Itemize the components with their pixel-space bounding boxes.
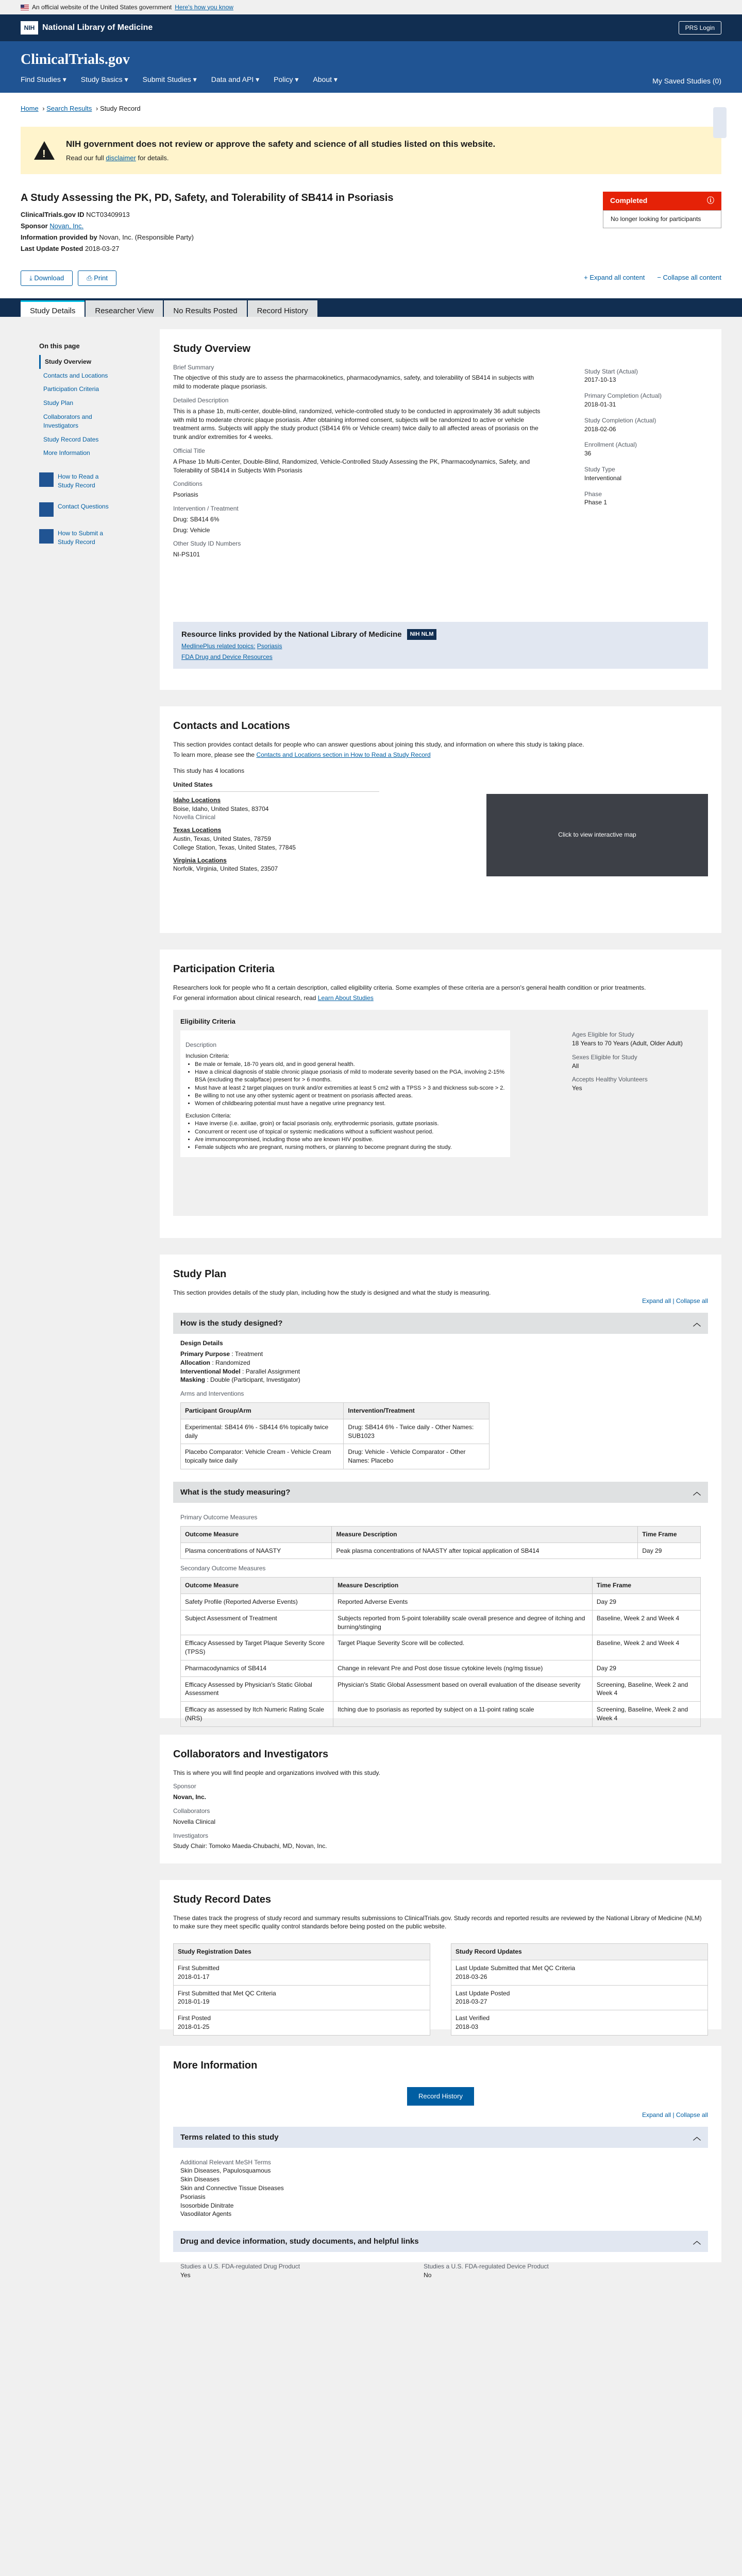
sidebar-item-dates[interactable]: Study Record Dates — [43, 435, 99, 443]
site-header — [0, 41, 742, 93]
inclusion-item: • Be male or female, 18-70 years old, and in good general health. — [195, 1061, 505, 1069]
question-icon — [39, 502, 54, 517]
overview-title: Study Overview — [173, 343, 251, 354]
mesh-term: Vasodilator Agents — [180, 2210, 232, 2218]
brief-summary: The objective of this study are to assess the pharmacokinetics, pharmacodynamics, safety, and tolerability of SB414 in subjects with mild to moderate plaque psoriasis. — [173, 374, 534, 391]
study-title: A Study Assessing the PK, PD, Safety, and Tolerability of SB414 in Psoriasis — [21, 192, 394, 204]
inclusion-item: • Must have at least 2 target plaques on trunk and/or extremities at least 5 cm2 with a TPSS > 3 and thickness sub-score > 2. — [195, 1084, 505, 1092]
tab-bar — [0, 298, 742, 317]
table-row: First Submitted that Met QC Criteria 2018-01-19 — [174, 1985, 430, 2010]
help-submit[interactable]: How to Submit a Study Record — [39, 529, 111, 547]
help-contact[interactable]: Contact Questions — [39, 502, 111, 517]
sidebar-item-criteria[interactable]: Participation Criteria — [43, 385, 99, 393]
nav-study-basics[interactable]: Study Basics ▾ — [81, 75, 128, 85]
breadcrumb: Home › Search Results › Study Record — [21, 105, 141, 112]
dates-title: Study Record Dates — [173, 1893, 272, 1905]
collaborators-section: Collaborators and Investigators This is where you will find people and organizations involved with this study. Sponsor Novan, Inc. Collaborators Novella Clinical Investigators Study Chair: Tomoko Maeda-Chubachi, MD, Novan, Inc. — [160, 1735, 721, 1863]
disclaimer-link[interactable]: disclaimer — [106, 154, 136, 162]
mesh-term: Isosorbide Dinitrate — [180, 2201, 234, 2209]
collaborator: Novella Clinical — [173, 1818, 216, 1825]
inclusion-item: • Women of childbearing potential must have a negative urine pregnancy test. — [195, 1100, 505, 1108]
drug-device-accordion[interactable]: Drug and device information, study documents, and helpful links ︿ — [173, 2231, 708, 2252]
table-row: Experimental: SB414 6% - SB414 6% topically twice daily Drug: SB414 6% - Twice daily - Other Names: SUB1023 — [181, 1419, 490, 1444]
secondary-outcomes-table: Outcome Measure Measure Description Time Frame Safety Profile (Reported Adverse Events) Reported Adverse Events Day 29 Subject Assessment of Treatment Subjects reported from 5-point tolerability scale overall presence and degree of itching and burning/stinging Baseline, Week 2 and Week 4 Efficacy Assessed by Target Plaque Severity Score (TPSS) Target Plaque Severity Score will be collected. Baseline, Week 2 and Week 4 Pharmacodynamics of SB414 Change in relevant Pre and Post dose tissue cytokine levels (ng/mg tissue) Day 29 Efficacy Assessed by Physician's Static Global Assessment Physician's Static Global Assessment based on overall evaluation of the disease severity Screening, Baseline, Week 2 and Week 4 Efficacy as assessed by Itch Numeric Rating Scale (NRS) Itching due to psoriasis as reported by subject on a 11-point rating scale Screening, Baseline, Week 2 and Week 4 — [180, 1577, 701, 1727]
sidebar-item-plan[interactable]: Study Plan — [43, 399, 74, 407]
download-button[interactable]: ⤓ Download — [21, 270, 73, 286]
study-overview-section: Study Overview Brief Summary The objective of this study are to assess the pharmacokinetics, pharmacodynamics, safety, and tolerability of SB414 in subjects with mild to moderate plaque psoriasis. Detailed Description This is a phase 1b, multi-center, double-blind, randomized, vehicle-controlled study to be conducted in approximately 36 adult subjects with mild to moderate chronic plaque psoriasis. After obtaining informed consent, subjects will be randomized to active or vehicle treatment arms. Subjects will apply the study product (SB414 6% or Vehicle cream) twice daily to all affected areas of psoriasis on the trunk and/or extremities for 4 weeks. Official Title A Phase 1b Multi-Center, Double-Blind, Randomized, Vehicle-Controlled Study Assessing the PK, Pharmacodynamics, Safety, and Tolerability of SB414 in Subjects With Psoriasis Conditions Psoriasis Intervention / Treatment Drug: SB414 6% Drug: Vehicle Other Study ID Numbers NI-PS101 Study Start (Actual) 2017-10-13 Primary Completion (Actual) 2018-01-31 Study Completion (Actual) 2018-02-06 Enrollment (Actual) 36 Study Type Interventional Phase Phase 1 Resource links provided by the National Library of Medicine NIH NLM MedlinePlus related topics: Psoriasis FDA Drug and Device Resources — [160, 329, 721, 690]
book-icon — [39, 472, 54, 487]
location-map[interactable]: Click to view interactive map — [486, 794, 708, 876]
info-icon[interactable]: ⓘ — [707, 196, 714, 205]
exclusion-item: • Are immunocompromised, including those who are known HIV positive. — [195, 1136, 505, 1144]
eligibility-box: Eligibility Criteria Description Inclusion Criteria: • Be male or female, 18-70 years old, and in good general health. • Have a clinical diagnosis of stable chronic plaque psoriasis of mild to moderate severity based on the PGA, involving 2-15% BSA (excluding the scalp/face) present for > 6 months. • Must have at least 2 target plaques on trunk and/or extremities at least 5 cm2 with a TPSS > 3 and thickness sub-score > 2. • Be willing to not use any other systemic agent or treatment on psoriasis affected areas. • Women of childbearing potential must have a negative urine pregnancy test. Exclusion Criteria: • Have inverse (i.e. axillae, groin) or facial psoriasis only, erythrodermic psoriasis, guttate psoriasis. • Concurrent or recent use of topical or systemic medications without a sufficient washout period. • Are immunocompromised, including those who are known HIV positive. • Female subjects who are pregnant, nursing mothers, or planning to become pregnant during the study. Ages Eligible for Study 18 Years to 70 Years (Adult, Older Adult) Sexes Eligible for Study All Accepts Healthy Volunteers Yes — [173, 1010, 708, 1216]
design-accordion[interactable]: How is the study designed? ︿ — [173, 1313, 708, 1334]
expand-all-button[interactable]: + Expand all content — [584, 274, 645, 282]
location-list: United States Idaho Locations Boise, Idaho, United States, 83704 Novella Clinical Texas Locations Austin, Texas, United States, 78759 College Station, Texas, United States, 77845 Virginia Locations Norfolk, Virginia, United States, 23507 — [173, 781, 379, 873]
location-item: Boise, Idaho, United States, 83704 — [173, 805, 269, 812]
nav-find-studies[interactable]: Find Studies ▾ — [21, 75, 66, 85]
chevron-up-icon: ︿ — [693, 1487, 701, 1497]
location-item: College Station, Texas, United States, 77845 — [173, 843, 296, 851]
table-row: Efficacy Assessed by Target Plaque Severity Score (TPSS) Target Plaque Severity Score will be collected. Baseline, Week 2 and Week 4 — [181, 1635, 701, 1660]
exclusion-item: • Concurrent or recent use of topical or systemic medications without a sufficient washout period. — [195, 1128, 505, 1136]
mesh-term: Skin Diseases — [180, 2176, 220, 2183]
measure-accordion[interactable]: What is the study measuring? ︿ — [173, 1482, 708, 1503]
sidebar-item-contacts[interactable]: Contacts and Locations — [43, 371, 108, 379]
healthy-volunteers: Yes — [572, 1084, 582, 1092]
table-row: Placebo Comparator: Vehicle Cream - Vehicle Cream topically twice daily Drug: Vehicle - Vehicle Comparator - Other Names: Placebo — [181, 1444, 490, 1469]
collab-title: Collaborators and Investigators — [173, 1748, 329, 1760]
action-bar — [21, 270, 721, 286]
table-row: Plasma concentrations of NAASTY Peak plasma concentrations of NAASTY after topical application of SB414 Day 29 — [181, 1543, 701, 1559]
nav-submit-studies[interactable]: Submit Studies ▾ — [143, 75, 197, 85]
nlm-brand[interactable] — [21, 21, 153, 35]
mesh-term: Skin and Connective Tissue Diseases — [180, 2184, 284, 2192]
table-row: Efficacy as assessed by Itch Numeric Rating Scale (NRS) Itching due to psoriasis as reported by subject on a 11-point rating scale Screening, Baseline, Week 2 and Week 4 — [181, 1702, 701, 1727]
breadcrumb-current: Study Record — [99, 105, 141, 112]
record-history-button[interactable]: Record History — [407, 2087, 474, 2106]
other-ids: NI-PS101 — [173, 551, 200, 558]
chevron-up-icon: ︿ — [693, 2237, 701, 2246]
sidebar-item-more[interactable]: More Information — [43, 449, 90, 457]
table-row: First Posted 2018-01-25 — [174, 2010, 430, 2036]
exclusion-item: • Female subjects who are pregnant, nursing mothers, or planning to become pregnant during the study. — [195, 1144, 505, 1151]
location-count: This study has 4 locations — [173, 767, 245, 775]
nlm-logo-icon: NIH NLM — [407, 629, 437, 640]
psoriasis-topic-link[interactable]: Psoriasis — [257, 642, 282, 650]
table-row: Last Update Submitted that Met QC Criteria 2018-03-26 — [451, 1960, 708, 1985]
mesh-term: Skin Diseases, Papulosquamous — [180, 2167, 271, 2175]
contacts-title: Contacts and Locations — [173, 720, 290, 732]
study-type: Interventional — [584, 474, 622, 482]
location-item: Austin, Texas, United States, 78759 — [173, 835, 271, 842]
study-plan-section: Study Plan This section provides details of the study plan, including how the study is designed and what the study is measuring. Expand all | Collapse all How is the study designed? ︿ Design Details Primary Purpose : Treatment Allocation : Randomized Interventional Model : Parallel Assignment Masking : Double (Participant, Investigator) Arms and Interventions Participant Group/Arm Intervention/Treatment Experimental: SB414 6% - SB414 6% topically twice daily Drug: SB414 6% - Twice daily - Other Names: SUB1023 Placebo Comparator: Vehicle Cream - Vehicle Cream topically twice daily Drug: Vehicle - Vehicle Comparator - Other Names: Placebo What is the study measuring? ︿ Primary Outcome Measures Outcome Measure Measure Description Time Frame Plasma concentrations of NAASTY Peak plasma concentrations of NAASTY after topical application of SB414 Day 29 Secondary Outcome Measures Outcome Measure Measure Description Time Frame Safety Profile (Reported Adverse Events) Reported Adverse Events Day 29 Subject Assessment of Treatment Subjects reported from 5-point tolerability scale overall presence and degree of itching and burning/stinging Baseline, Week 2 and Week 4 Efficacy Assessed by Target Plaque Severity Score (TPSS) Target Plaque Severity Score will be collected. Baseline, Week 2 and Week 4 Pharmacodynamics of SB414 Change in relevant Pre and Post dose tissue cytokine levels (ng/mg tissue) Day 29 Efficacy Assessed by Physician's Static Global Assessment Physician's Static Global Assessment based on overall evaluation of the disease severity Screening, Baseline, Week 2 and Week 4 Efficacy as assessed by Itch Numeric Rating Scale (NRS) Itching due to psoriasis as reported by subject on a 11-point rating scale Screening, Baseline, Week 2 and Week 4 — [160, 1255, 721, 1718]
nih-logo-icon: NIH — [21, 21, 38, 35]
nlm-name: National Library of Medicine — [42, 23, 153, 32]
ages-eligible: 18 Years to 70 Years (Adult, Older Adult) — [572, 1039, 683, 1047]
tab-record-history[interactable]: Record History — [248, 300, 317, 317]
criteria-section: Participation Criteria Researchers look for people who fit a certain description, called eligibility criteria. Some examples of these criteria are a person's general health condition or prior treatments. For general information about clinical research, read Learn About Studies Eligibility Criteria Description Inclusion Criteria: • Be male or female, 18-70 years old, and in good general health. • Have a clinical diagnosis of stable chronic plaque psoriasis of mild to moderate severity based on the PGA, involving 2-15% BSA (excluding the scalp/face) present for > 6 months. • Must have at least 2 target plaques on trunk and/or extremities at least 5 cm2 with a TPSS > 3 and thickness sub-score > 2. • Be willing to not use any other systemic agent or treatment on psoriasis affected areas. • Women of childbearing potential must have a negative urine pregnancy test. Exclusion Criteria: • Have inverse (i.e. axillae, groin) or facial psoriasis only, erythrodermic psoriasis, guttate psoriasis. • Concurrent or recent use of topical or systemic medications without a sufficient washout period. • Are immunocompromised, including those who are known HIV positive. • Female subjects who are pregnant, nursing mothers, or planning to become pregnant during the study. Ages Eligible for Study 18 Years to 70 Years (Adult, Older Adult) Sexes Eligible for Study All Accepts Healthy Volunteers Yes — [160, 950, 721, 1238]
fda-resources-link[interactable]: FDA Drug and Device Resources — [181, 653, 273, 660]
table-row: Efficacy Assessed by Physician's Static Global Assessment Physician's Static Global Assessment based on overall evaluation of the disease severity Screening, Baseline, Week 2 and Week 4 — [181, 1676, 701, 1702]
main-nav — [21, 75, 721, 85]
tab-no-results[interactable]: No Results Posted — [164, 300, 246, 317]
study-completion: 2018-02-06 — [584, 425, 616, 433]
nav-data-api[interactable]: Data and API ▾ — [211, 75, 259, 85]
table-row: Last Update Posted 2018-03-27 — [451, 1985, 708, 2010]
table-row: First Submitted 2018-01-17 — [174, 1960, 430, 1985]
update-dates-table: Study Record Updates Last Update Submitted that Met QC Criteria 2018-03-26 Last Update Posted 2018-03-27 Last Verified 2018-03 — [451, 1943, 708, 2036]
conditions: Psoriasis — [173, 491, 198, 499]
study-header — [0, 174, 742, 255]
nav-policy[interactable]: Policy ▾ — [274, 75, 298, 85]
nlm-resources — [173, 622, 708, 669]
main-content — [0, 317, 742, 2576]
study-meta: ClinicalTrials.gov ID NCT03409913 Sponsor Novan, Inc. Information provided by Novan, Inc. (Responsible Party) Last Update Posted 2018-03-27 — [21, 211, 194, 253]
contacts-help-link[interactable]: Contacts and Locations section in How to Read a Study Record — [256, 751, 431, 759]
table-row: Subject Assessment of Treatment Subjects reported from 5-point tolerability scale overall presence and degree of itching and burning/stinging Baseline, Week 2 and Week 4 — [181, 1610, 701, 1635]
intervention-2: Drug: Vehicle — [173, 526, 210, 534]
warning-icon — [34, 141, 55, 160]
fda-device: No — [424, 2271, 432, 2279]
gov-banner-link[interactable]: Here's how you know — [175, 3, 233, 11]
fda-drug: Yes — [180, 2271, 191, 2279]
breadcrumb-home[interactable]: Home — [21, 105, 39, 112]
dates-section: Study Record Dates These dates track the progress of study record and summary results submissions to ClinicalTrials.gov. Study records and reported results are reviewed by the National Library of Medicine (NLM) to make sure they meet specific quality control standards before being posted on the public website. Study Registration Dates First Submitted 2018-01-17 First Submitted that Met QC Criteria 2018-01-19 First Posted 2018-01-25 Study Record Updates Last Update Submitted that Met QC Criteria 2018-03-26 Last Update Posted 2018-03-27 Last Verified 2018-03 — [160, 1880, 721, 2029]
more-expand-all[interactable]: Expand all — [642, 2111, 671, 2119]
help-read-record[interactable]: How to Read a Study Record — [39, 472, 111, 490]
investigator: Study Chair: Tomoko Maeda-Chubachi, MD, Novan, Inc. — [173, 1842, 327, 1850]
contacts-section: Contacts and Locations This section provides contact details for people who can answer questions about joining this study, and information on where this study is taking place. To learn more, please see the Contacts and Locations section in How to Read a Study Record This study has 4 locations United States Idaho Locations Boise, Idaho, United States, 83704 Novella Clinical Texas Locations Austin, Texas, United States, 78759 College Station, Texas, United States, 77845 Virginia Locations Norfolk, Virginia, United States, 23507 Click to view interactive map — [160, 706, 721, 933]
sidebar-title: On this page — [39, 342, 80, 350]
sexes-eligible: All — [572, 1062, 579, 1070]
inclusion-item: • Be willing to not use any other systemic agent or treatment on psoriasis affected areas. — [195, 1092, 505, 1100]
status-desc: No longer looking for participants — [603, 210, 721, 228]
phase: Phase 1 — [584, 499, 608, 506]
study-id: NCT03409913 — [86, 211, 130, 219]
saved-studies-link[interactable]: My Saved Studies (0) — [652, 77, 721, 85]
overview-facts: Study Start (Actual) 2017-10-13 Primary Completion (Actual) 2018-01-31 Study Completion (Actual) 2018-02-06 Enrollment (Actual) 36 Study Type Interventional Phase Phase 1 — [584, 360, 708, 507]
nav-about[interactable]: About ▾ — [313, 75, 338, 85]
table-row: Last Verified 2018-03 — [451, 2010, 708, 2036]
status-badge — [603, 192, 721, 228]
tab-researcher-view[interactable]: Researcher View — [86, 300, 163, 317]
medlineplus-link[interactable]: MedlinePlus related topics: — [181, 642, 256, 650]
terms-accordion[interactable]: Terms related to this study ︿ — [173, 2127, 708, 2148]
feedback-tab-icon[interactable] — [713, 107, 727, 138]
criteria-title: Participation Criteria — [173, 963, 275, 975]
tab-study-details[interactable]: Study Details — [21, 300, 85, 317]
plan-title: Study Plan — [173, 1268, 227, 1280]
mesh-term: Psoriasis — [180, 2193, 206, 2200]
nlm-resources-title: Resource links provided by the National Library of Medicine — [181, 630, 402, 639]
prs-login-button[interactable]: PRS Login — [679, 21, 721, 35]
learn-about-studies-link[interactable]: Learn About Studies — [317, 994, 374, 1002]
study-updated: 2018-03-27 — [85, 245, 120, 253]
collab-sponsor: Novan, Inc. — [173, 1793, 207, 1801]
more-title: More Information — [173, 2059, 258, 2071]
chevron-up-icon: ︿ — [693, 2132, 701, 2142]
plan-collapse-all[interactable]: Collapse all — [676, 1297, 708, 1305]
disclaimer-body: Read our full disclaimer for details. — [66, 154, 169, 162]
more-info-section: More Information Record History Expand all | Collapse all Terms related to this study ︿ Additional Relevant MeSH Terms Skin Diseases, Papulosquamous Skin Diseases Skin and Connective Tissue Diseases Psoriasis Isosorbide Dinitrate Vasodilator Agents Drug and device information, study documents, and helpful links ︿ Studies a U.S. FDA-regulated Drug Product Yes Studies a U.S. FDA-regulated Device Product No — [160, 2046, 721, 2262]
more-collapse-all[interactable]: Collapse all — [676, 2111, 708, 2119]
study-info: Novan, Inc. (Responsible Party) — [99, 233, 194, 242]
sidebar-item-collaborators[interactable]: Collaborators and Investigators — [43, 413, 92, 429]
disclaimer-alert — [21, 127, 721, 174]
study-start: 2017-10-13 — [584, 376, 616, 384]
registration-dates-table: Study Registration Dates First Submitted 2018-01-17 First Submitted that Met QC Criteria 2018-01-19 First Posted 2018-01-25 — [173, 1943, 430, 2036]
exclusion-item: • Have inverse (i.e. axillae, groin) or facial psoriasis only, erythrodermic psoriasis, guttate psoriasis. — [195, 1120, 505, 1128]
breadcrumb-search-results[interactable]: Search Results — [46, 105, 92, 112]
nlm-topbar — [0, 14, 742, 41]
official-title: A Phase 1b Multi-Center, Double-Blind, Randomized, Vehicle-Controlled Study Assessing the PK, Pharmacodynamics, Safety, and Tolerability of SB414 in Subjects With Psoriasis — [173, 457, 530, 474]
site-logo[interactable]: ClinicalTrials.gov — [21, 52, 130, 67]
disclaimer-title: NIH government does not review or approve the safety and science of all studies listed on this website. — [66, 139, 496, 149]
location-item: Norfolk, Virginia, United States, 23507 — [173, 865, 278, 873]
table-row: Pharmacodynamics of SB414 Change in relevant Pre and Post dose tissue cytokine levels (ng/mg tissue) Day 29 — [181, 1660, 701, 1676]
gov-banner-text: An official website of the United States government — [32, 3, 172, 11]
intervention-1: Drug: SB414 6% — [173, 515, 220, 523]
enrollment: 36 — [584, 450, 592, 457]
detailed-description: This is a phase 1b, multi-center, double-blind, randomized, vehicle-controlled study to be conducted in approximately 36 adult subjects with mild to moderate chronic plaque psoriasis. After obtaining informed consent, subjects will be randomized to active or vehicle treatment arms. Subjects will apply the study product (SB414 6% or Vehicle cream) twice daily to all affected areas of psoriasis on the trunk and/or extremities for 4 weeks. — [173, 407, 541, 441]
page-sidebar — [39, 342, 111, 547]
us-flag-icon — [21, 5, 29, 10]
print-button[interactable]: ⎙ Print — [78, 270, 116, 286]
inclusion-item: • Have a clinical diagnosis of stable chronic plaque psoriasis of mild to moderate severity based on the PGA, involving 2-15% BSA (excluding the scalp/face) present for > 6 months. — [195, 1069, 505, 1084]
plan-expand-all[interactable]: Expand all — [642, 1297, 671, 1305]
chevron-up-icon: ︿ — [693, 1319, 701, 1328]
submit-icon — [39, 529, 54, 544]
arms-table: Participant Group/Arm Intervention/Treatment Experimental: SB414 6% - SB414 6% topically twice daily Drug: SB414 6% - Twice daily - Other Names: SUB1023 Placebo Comparator: Vehicle Cream - Vehicle Cream topically twice daily Drug: Vehicle - Vehicle Comparator - Other Names: Placebo — [180, 1402, 490, 1469]
collapse-all-button[interactable]: − Collapse all content — [657, 274, 721, 282]
status-label: Completed — [610, 196, 648, 205]
primary-completion: 2018-01-31 — [584, 400, 616, 408]
gov-banner — [0, 0, 742, 14]
sidebar-item-overview[interactable]: Study Overview — [39, 355, 111, 369]
study-sponsor[interactable]: Novan, Inc. — [49, 222, 84, 230]
primary-outcomes-table: Outcome Measure Measure Description Time Frame Plasma concentrations of NAASTY Peak plasma concentrations of NAASTY after topical application of SB414 Day 29 — [180, 1526, 701, 1560]
table-row: Safety Profile (Reported Adverse Events) Reported Adverse Events Day 29 — [181, 1594, 701, 1610]
